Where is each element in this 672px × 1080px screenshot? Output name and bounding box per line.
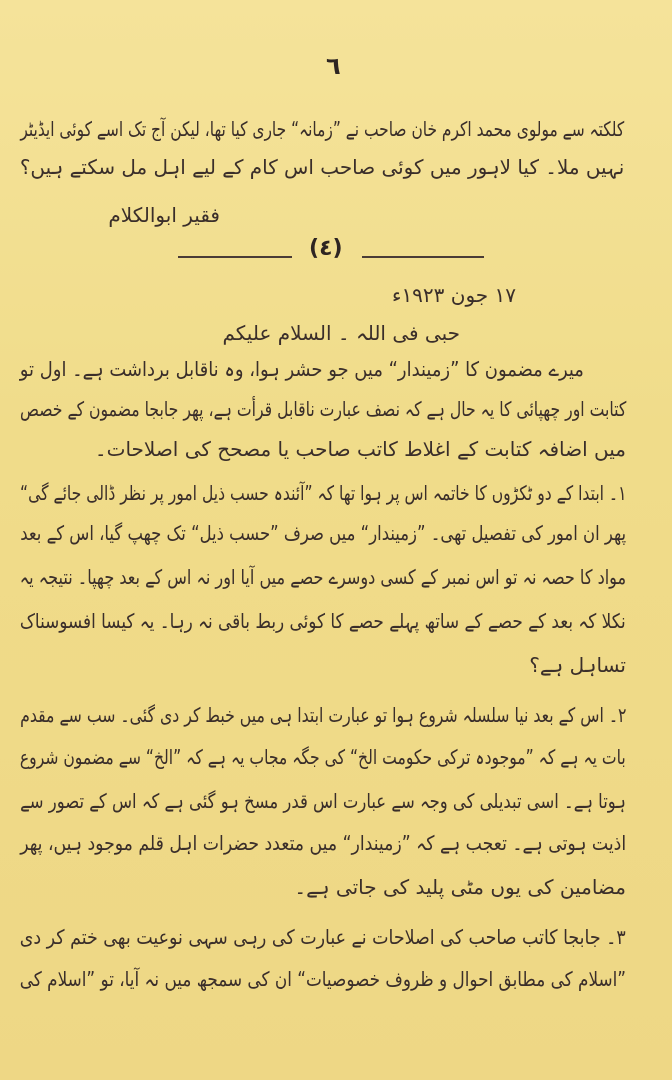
body-line: ”اسلام کی مطابق احوال و ظروف خصوصیات“ ان کی سمجھ میں نہ آیا، تو ”اسلام کی <box>19 967 626 991</box>
body-line: مضامین کی یوں مٹی پلید کی جاتی ہے۔ <box>294 875 626 899</box>
body-line: میں اضافہ کتابت کے اغلاط کاتب صاحب یا مصحح کی اصلاحات۔ <box>94 437 626 461</box>
body-line: ٢۔ اس کے بعد نیا سلسلہ شروع ہوا تو عبارت ابتدا ہی میں خبط کر دی گئی۔ سب سے مقدم <box>19 703 626 727</box>
letter-date: ١٧ جون ١٩٢٣ء <box>392 283 516 307</box>
intro-line: نہیں ملا۔ کیا لاہور میں کوئی صاحب اس کام کے لیے اہل مل سکتے ہیں؟ <box>19 155 624 179</box>
signature: فقیر ابوالکلام <box>108 203 220 227</box>
body-line: ہوتا ہے۔ اسی تبدیلی کی وجہ سے عبارت اس قدر مسخ ہو گئی ہے کہ اس کے تصور سے <box>20 789 626 813</box>
section-divider-left <box>178 256 292 258</box>
body-line: مواد کا حصہ نہ تو اس نمبر کے کسی دوسرے حصے میں آیا اور نہ اس کے بعد چھپا۔ نتیجہ یہ <box>19 565 626 589</box>
body-line: بات یہ ہے کہ ”موجودہ ترکی حکومت الخ“ کی جگہ مجاب یہ ہے کہ ”الخ“ سے مضمون شروع <box>20 745 626 769</box>
body-line: تساہل ہے؟ <box>529 653 626 677</box>
section-divider-right <box>362 256 484 258</box>
section-number: (٤) <box>309 236 343 261</box>
body-line: ١۔ ابتدا کے دو ٹکڑوں کا خاتمہ اس پر ہوا تھا کہ ”آئندہ حسب ذیل امور پر نظر ڈالی جائے گی“ <box>19 481 626 505</box>
body-line: ٣۔ جابجا کاتب صاحب کی اصلاحات نے عبارت کی رہی سہی نوعیت بھی ختم کر دی <box>20 925 626 949</box>
body-line: اذیت ہوتی ہے۔ تعجب ہے کہ ”زمیندار“ میں متعدد حضرات اہل قلم موجود ہیں، پھر <box>20 831 626 855</box>
body-line: میرے مضمون کا ”زمیندار“ میں جو حشر ہوا، وہ ناقابل برداشت ہے۔ اول تو <box>19 357 584 381</box>
body-line: کتابت اور چھپائی کا یہ حال ہے کہ نصف عبارت ناقابل قرأت ہے، پھر جابجا مضمون کے خصص <box>19 397 626 421</box>
body-line: پھر ان امور کی تفصیل تھی۔ ”زمیندار“ میں صرف ”حسب ذیل“ تک چھپ گیا، اس کے بعد <box>20 521 626 545</box>
page-number: ٦ <box>326 52 341 80</box>
intro-line: کلکتہ سے مولوی محمد اکرم خان صاحب نے ”زمانہ“ جاری کیا تھا، لیکن آج تک اسے کوئی ایڈیٹر <box>20 117 624 141</box>
body-line: نکلا کہ بعد کے حصے کے ساتھ پہلے حصے کا کوئی ربط باقی نہ رہا۔ یہ کیسا افسوسناک <box>20 609 626 633</box>
greeting: حبی فی اللہ ۔ السلام علیکم <box>222 321 460 345</box>
